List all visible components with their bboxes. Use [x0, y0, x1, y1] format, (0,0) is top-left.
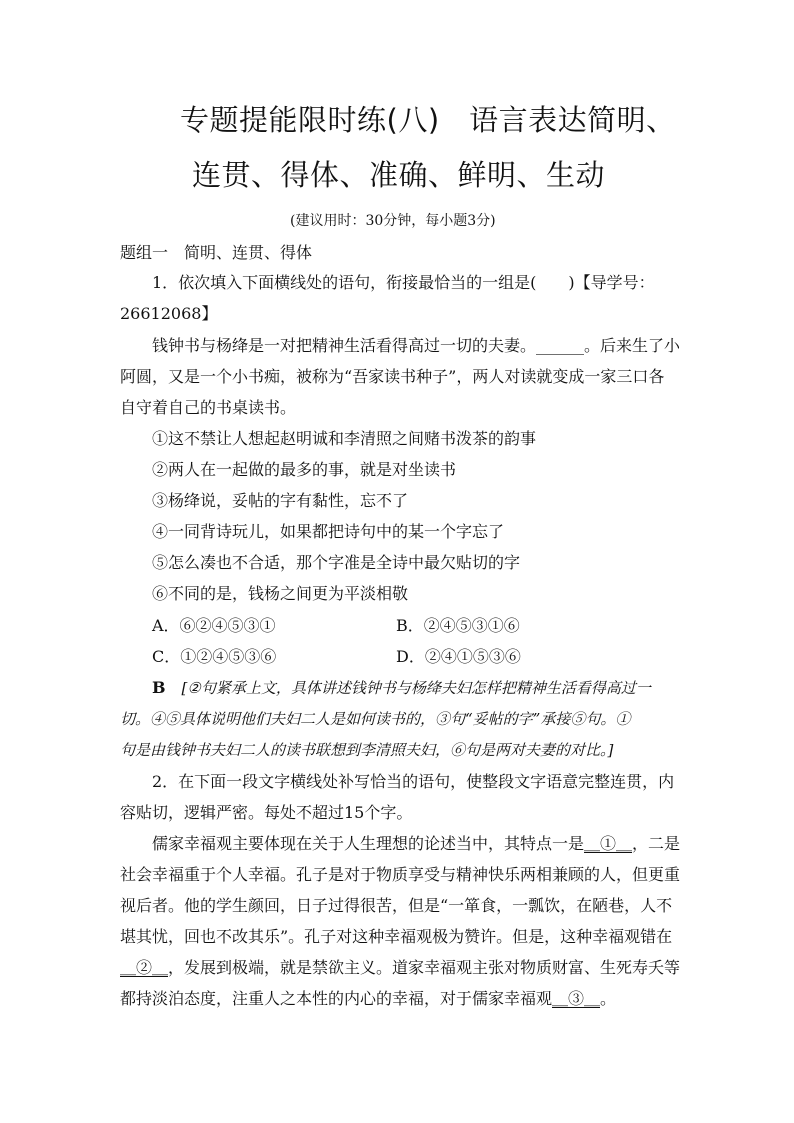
q1-item-1: ①这不禁让人想起赵明诚和李清照之间赌书泼茶的韵事	[152, 429, 537, 448]
q1-stem-line-2: 26612068】	[120, 304, 218, 323]
q1-passage-text: 钱钟书与杨绛是一对把精神生活看得高过一切的夫妻。	[152, 336, 537, 355]
page-title-line-2: 连贯、得体、准确、鲜明、生动	[192, 158, 606, 192]
q2-passage-line-2: 社会幸福重于个人幸福。孔子是对于物质享受与精神快乐两相兼顾的人，但更重	[120, 865, 681, 884]
q2-passage-text-6b: 。	[600, 989, 617, 1008]
q2-passage-text-1: 儒家幸福观主要体现在关于人生理想的论述当中，其特点一是	[152, 834, 585, 853]
q2-blank-1: ＿①＿	[584, 834, 633, 853]
q1-answer-line-3: 句是由钱钟书夫妇二人的读书联想到李清照夫妇，⑥句是两对夫妻的对比。]	[120, 741, 614, 759]
q2-passage-line-3: 视后者。他的学生颜回，日子过得很苦，但是“一箪食，一瓢饮，在陋巷，人不	[120, 896, 673, 915]
q2-passage-line-1	[152, 834, 680, 854]
q1-answer-letter: B	[152, 678, 166, 697]
q1-passage-line-2: 阿圆，又是一个小书痴，被称为“吾家读书种子”，两人对读就变成一家三口各	[120, 367, 665, 386]
q2-stem-line-1: 2．在下面一段文字横线处补写恰当的语句，使整段文字语意完整连贯，内	[152, 772, 675, 791]
q1-item-2: ②两人在一起做的最多的事，就是对坐读书	[152, 460, 457, 479]
q1-item-4: ④一同背诗玩儿，如果都把诗句中的某一个字忘了	[152, 522, 505, 541]
q1-option-c: C．①②④⑤③⑥	[152, 647, 277, 666]
q1-passage-line-3: 自守着自己的书桌读书。	[120, 398, 297, 417]
q2-stem-line-2: 容贴切，逻辑严密。每处不超过15个字。	[120, 803, 413, 822]
q2-passage-line-4: 堪其忧，回也不改其乐”。孔子对这种幸福观极为赞许。但是，这种幸福观错在	[120, 927, 673, 946]
q1-answer-line-1	[152, 678, 651, 698]
q1-passage-line-1	[152, 336, 680, 356]
q1-answer-text-1: [②句紧承上文，具体讲述钱钟书与杨绛夫妇怎样把精神生活看得高过一	[181, 679, 651, 697]
time-note: (建议用时：30分钟，每小题3分)	[290, 213, 496, 229]
q1-answer-line-2: 切。④⑤具体说明他们夫妇二人是如何读书的，③句“妥帖的字”承接⑤句。①	[120, 710, 631, 728]
q2-passage-line-5	[120, 958, 680, 978]
q1-option-b: B．②④⑤③①⑥	[396, 616, 520, 635]
q1-item-5: ⑤怎么凑也不合适，那个字准是全诗中最欠贴切的字	[152, 553, 521, 572]
q2-blank-2: ＿②＿	[120, 958, 169, 977]
q2-passage-text-1b: ，二是	[632, 834, 681, 853]
q2-passage-text-6: 都持淡泊态度，注重人之本性的内心的幸福，对于儒家幸福观	[120, 989, 553, 1008]
page-title-line-1: 专题提能限时练(八) 语言表达简明、	[180, 103, 676, 137]
q2-blank-3: ＿③＿	[552, 989, 601, 1008]
q1-item-6: ⑥不同的是，钱杨之间更为平淡相敬	[152, 584, 409, 603]
group-heading: 题组一 简明、连贯、得体	[120, 243, 313, 262]
q1-stem-line-1: 1．依次填入下面横线处的语句，衔接最恰当的一组是( )【导学号：	[152, 273, 655, 292]
q1-option-d: D．②④①⑤③⑥	[396, 647, 521, 666]
q1-passage-blank: ______	[536, 336, 585, 355]
q1-passage-text-end: 。后来生了小	[584, 336, 681, 355]
q2-passage-text-5: ，发展到极端，就是禁欲主义。道家幸福观主张对物质财富、生死寿夭等	[168, 958, 681, 977]
q2-passage-line-6	[120, 989, 616, 1009]
q1-option-a: A．⑥②④⑤③①	[152, 616, 276, 635]
q1-item-3: ③杨绛说，妥帖的字有黏性，忘不了	[152, 491, 409, 510]
